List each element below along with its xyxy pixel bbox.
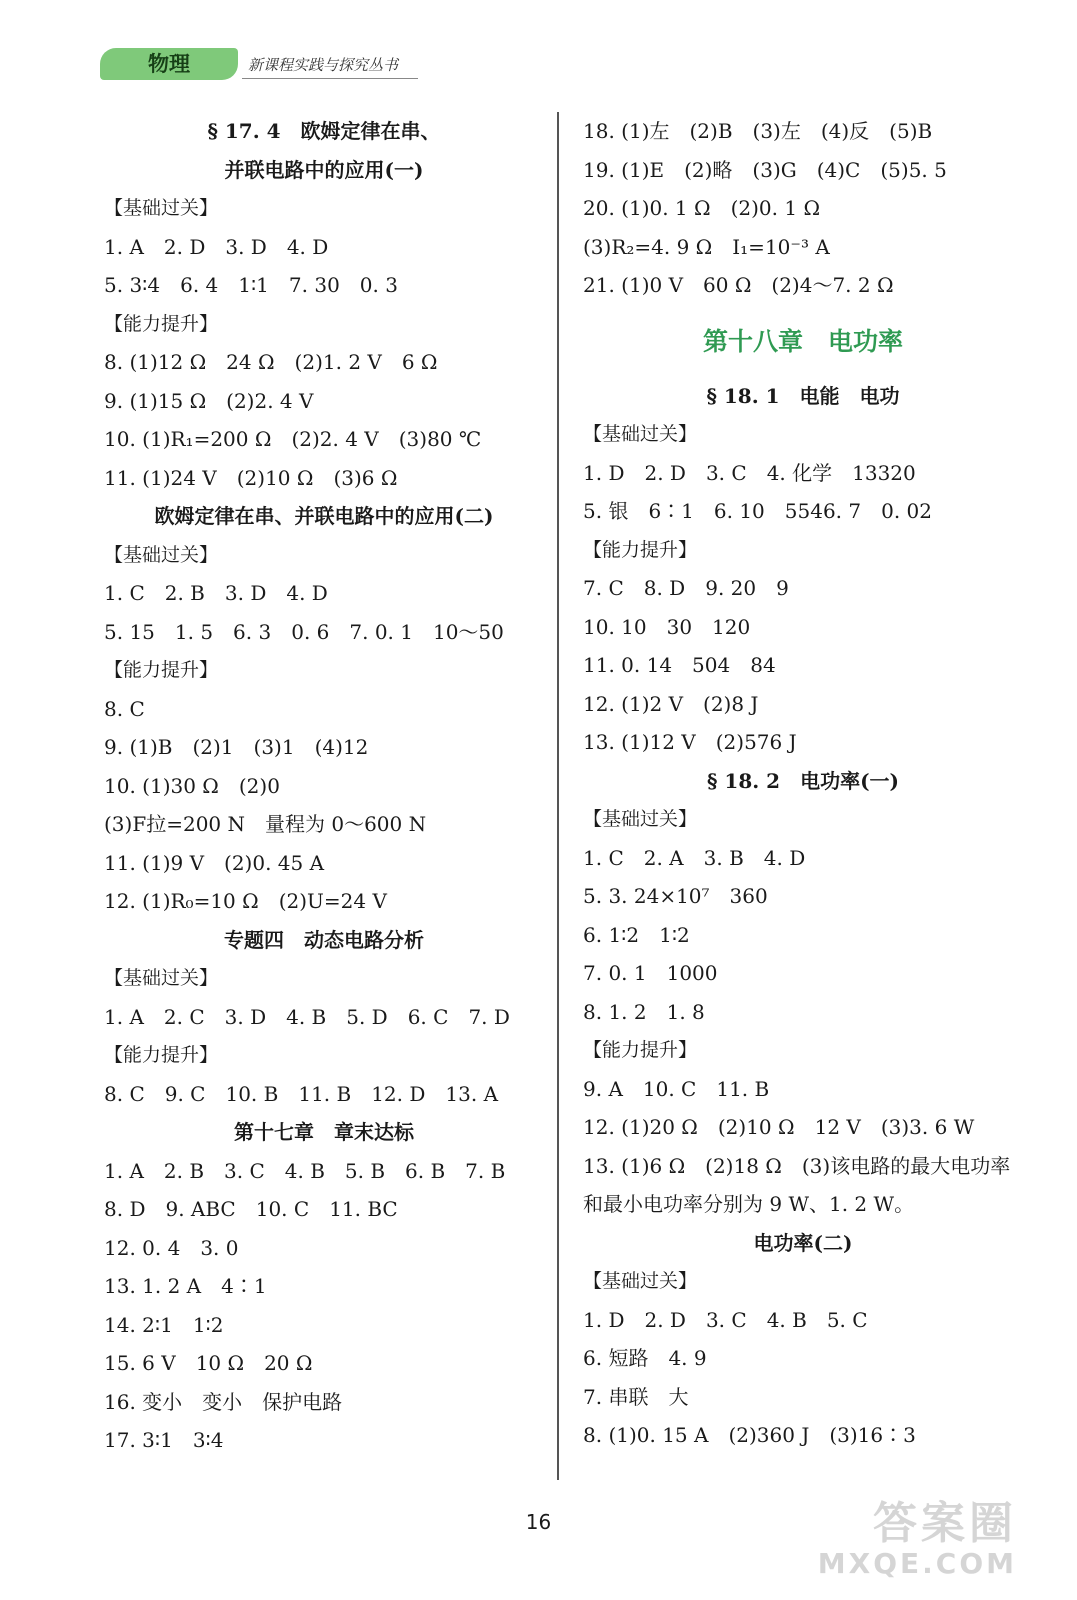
answer-line: 8. C 9. C 10. B 11. B 12. D 13. A	[104, 1081, 499, 1106]
section-title: 电功率(二)	[753, 1230, 853, 1255]
answer-line: 6. 1∶2 1∶2	[583, 922, 690, 947]
answer-line: 5. 3∶4 6. 4 1∶1 7. 30 0. 3	[104, 273, 398, 297]
watermark-logo	[818, 1500, 1017, 1580]
answer-line: 12. (1)20 Ω (2)10 Ω 12 V (3)3. 6 W	[583, 1115, 975, 1139]
watermark-url: MXQE.COM	[817, 1547, 1017, 1580]
answer-line: 18. (1)左 (2)B (3)左 (4)反 (5)B	[583, 119, 933, 143]
subsection-label: 【基础过关】	[583, 1270, 698, 1292]
answer-line: 1. A 2. D 3. D 4. D	[104, 234, 329, 259]
answer-line: 10. (1)R₁=200 Ω (2)2. 4 V (3)80 ℃	[104, 427, 482, 451]
answer-line: 17. 3∶1 3∶4	[104, 1428, 224, 1452]
answer-line: 9. (1)15 Ω (2)2. 4 V	[104, 388, 314, 413]
subject-tag: 物理	[100, 48, 238, 80]
answer-line: 5. 3. 24×10⁷ 360	[583, 884, 768, 908]
answer-line: 13. (1)6 Ω (2)18 Ω (3)该电路的最大电功率和最小电功率分别为 9 W、1. 2 W。	[583, 1153, 1011, 1216]
answer-line: 10. (1)30 Ω (2)0	[104, 773, 280, 798]
answer-line: 11. 0. 14 504 84	[583, 653, 776, 677]
page-header	[100, 46, 398, 82]
answer-line: 12. (1)2 V (2)8 J	[583, 691, 759, 716]
answer-line: 9. A 10. C 11. B	[583, 1076, 770, 1101]
answer-line: 14. 2∶1 1∶2	[104, 1312, 224, 1337]
answer-line: 6. 短路 4. 9	[583, 1346, 707, 1370]
page-number: 16	[525, 1510, 552, 1534]
header-underline	[242, 78, 418, 79]
answer-line: 1. D 2. D 3. C 4. 化学 13320	[583, 460, 916, 485]
subsection-label: 【能力提升】	[104, 1044, 219, 1066]
watermark-text: 答案圈	[873, 1498, 1017, 1549]
section-title: 并联电路中的应用(一)	[224, 157, 424, 182]
subsection-label: 【基础过关】	[583, 808, 698, 830]
answer-line: 1. A 2. B 3. C 4. B 5. B 6. B 7. B	[104, 1158, 506, 1183]
answer-line: 19. (1)E (2)略 (3)G (4)C (5)5. 5	[583, 157, 947, 182]
subsection-label: 【能力提升】	[104, 659, 219, 681]
answer-line: 7. 0. 1 1000	[583, 961, 718, 985]
answer-line: 7. 串联 大	[583, 1384, 689, 1409]
subsection-label: 【能力提升】	[583, 538, 698, 561]
answer-line: 8. (1)12 Ω 24 Ω (2)1. 2 V 6 Ω	[104, 350, 438, 374]
subsection-label: 【能力提升】	[583, 1039, 698, 1061]
subsection-label: 【基础过关】	[104, 197, 219, 219]
answer-line: 1. C 2. A 3. B 4. D	[583, 845, 806, 870]
answer-line: 5. 银 6∶1 6. 10 5546. 7 0. 02	[583, 499, 933, 523]
answer-line: 21. (1)0 V 60 Ω (2)4～7. 2 Ω	[583, 273, 894, 297]
answer-line: 8. D 9. ABC 10. C 11. BC	[104, 1197, 398, 1221]
answer-line: 5. 15 1. 5 6. 3 0. 6 7. 0. 1 10～50	[104, 619, 504, 644]
answer-line: 8. 1. 2 1. 8	[583, 999, 705, 1024]
column-divider	[557, 112, 559, 1480]
answer-line: (3)F拉=200 N 量程为 0～600 N	[104, 812, 427, 836]
subsection-label: 【基础过关】	[104, 967, 219, 989]
answer-line: 1. D 2. D 3. C 4. B 5. C	[583, 1307, 868, 1332]
answer-line: 20. (1)0. 1 Ω (2)0. 1 Ω	[583, 196, 821, 220]
subsection-label: 【基础过关】	[104, 543, 219, 566]
right-column	[583, 112, 1023, 1455]
answer-line: 8. C	[104, 696, 145, 721]
answer-line: 7. C 8. D 9. 20 9	[583, 576, 789, 600]
book-series-title: 新课程实践与探究丛书	[248, 55, 399, 74]
subsection-label: 【能力提升】	[104, 312, 219, 335]
answer-line: 15. 6 V 10 Ω 20 Ω	[104, 1351, 313, 1375]
answer-line: 1. C 2. B 3. D 4. D	[104, 581, 328, 605]
answer-line: 8. (1)0. 15 A (2)360 J (3)16∶3	[583, 1423, 916, 1447]
answer-line: 12. 0. 4 3. 0	[104, 1235, 239, 1260]
chapter-title: 第十八章 电功率	[702, 326, 903, 356]
answer-line: 13. (1)12 V (2)576 J	[583, 730, 797, 754]
section-title: 第十七章 章末达标	[234, 1120, 414, 1144]
answer-line: 9. (1)B (2)1 (3)1 (4)12	[104, 735, 369, 759]
section-title: 专题四 动态电路分析	[224, 927, 424, 952]
left-column	[104, 112, 544, 1460]
answer-line: 11. (1)24 V (2)10 Ω (3)6 Ω	[104, 465, 398, 490]
answer-line: 13. 1. 2 A 4∶1	[104, 1274, 267, 1298]
section-title: § 18. 2 电功率(一)	[706, 768, 900, 793]
answer-line: (3)R₂=4. 9 Ω I₁=10⁻³ A	[583, 234, 830, 259]
answer-line: 16. 变小 变小 保护电路	[104, 1389, 343, 1414]
answer-line: 10. 10 30 120	[583, 614, 751, 639]
subsection-label: 【基础过关】	[583, 423, 698, 445]
section-title: § 18. 1 电能 电功	[706, 383, 900, 408]
section-title: § 17. 4 欧姆定律在串、	[207, 119, 441, 143]
answer-line: 1. A 2. C 3. D 4. B 5. D 6. C 7. D	[104, 1004, 510, 1029]
section-title: 欧姆定律在串、并联电路中的应用(二)	[154, 504, 494, 528]
answer-line: 12. (1)R₀=10 Ω (2)U=24 V	[104, 889, 387, 913]
answer-line: 11. (1)9 V (2)0. 45 A	[104, 850, 325, 875]
